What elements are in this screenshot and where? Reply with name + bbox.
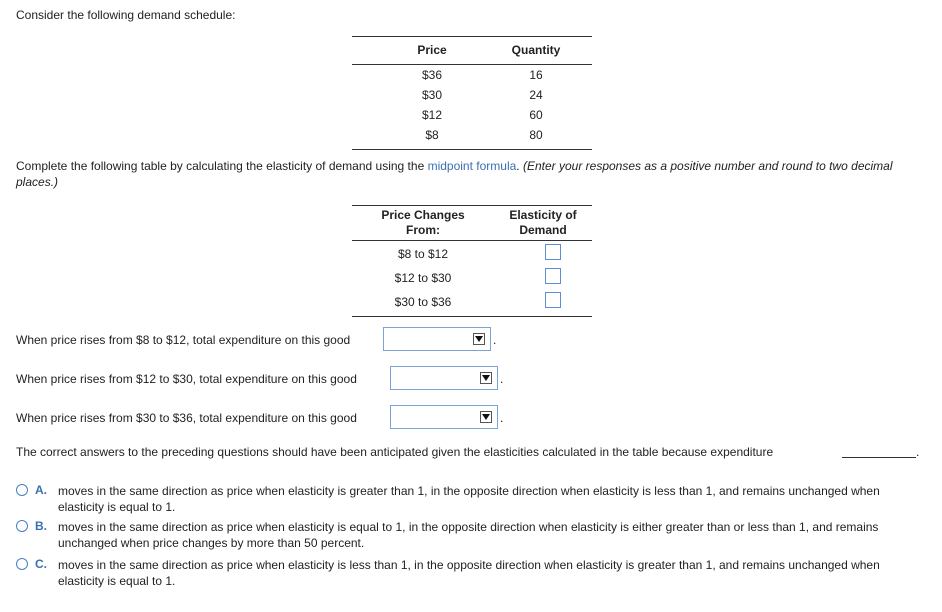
- question-3-text: When price rises from $30 to $36, total expenditure on this good: [16, 411, 357, 425]
- midpoint-formula-link[interactable]: midpoint formula: [427, 159, 517, 173]
- quantity-cell: 80: [529, 128, 543, 142]
- table-bottom-rule: [352, 145, 592, 150]
- period: .: [916, 445, 920, 459]
- instructions-text: [16, 158, 926, 190]
- quantity-cell: 60: [529, 108, 543, 122]
- table-row: [352, 85, 592, 105]
- table-bottom-rule: [352, 313, 592, 317]
- radio-icon[interactable]: [16, 558, 28, 570]
- table-row: [352, 265, 592, 289]
- elasticity-input[interactable]: [545, 244, 561, 260]
- price-cell: $30: [421, 88, 443, 102]
- instructions-part: Complete the following table by calculating the elasticity of demand using the: [16, 159, 428, 173]
- table-header: [352, 36, 592, 65]
- question-2-text: When price rises from $12 to $30, total expenditure on this good: [16, 372, 357, 386]
- price-change-label: $12 to $30: [394, 271, 452, 285]
- price-cell: $12: [421, 108, 443, 122]
- table-row: [352, 105, 592, 125]
- option-letter: B.: [35, 519, 47, 533]
- period: .: [493, 333, 497, 347]
- table-row: [352, 241, 592, 265]
- price-change-label: $30 to $36: [394, 295, 452, 309]
- price-change-header: Price Changes From:: [381, 208, 465, 237]
- elasticity-table: [352, 205, 592, 317]
- elasticity-input[interactable]: [545, 268, 561, 284]
- radio-icon[interactable]: [16, 484, 28, 496]
- instructions-note: (Enter your responses as a positive number and round to two decimal places.): [16, 159, 893, 189]
- quantity-cell: 24: [529, 88, 543, 102]
- price-change-label: $8 to $12: [397, 247, 449, 261]
- dropdown-arrow-icon[interactable]: [480, 411, 492, 423]
- dropdown-arrow-icon[interactable]: [473, 333, 485, 345]
- table-row: [352, 65, 592, 85]
- expenditure-dropdown-2[interactable]: [390, 366, 498, 390]
- price-cell: $8: [425, 128, 439, 142]
- radio-icon[interactable]: [16, 520, 28, 532]
- quantity-cell: 16: [529, 68, 543, 82]
- anticipation-text: The correct answers to the preceding questions should have been anticipated given the elasticities calculated in the table because expenditure: [16, 445, 774, 459]
- option-letter: C.: [35, 557, 47, 571]
- instructions-part: .: [516, 159, 523, 173]
- quantity-header: Quantity: [511, 43, 561, 57]
- option-text: moves in the same direction as price when elasticity is greater than 1, in the opposite direction when elasticity is less than 1, and remains unchanged when elasticity is equal to 1.: [58, 484, 880, 514]
- answer-blank: [842, 457, 916, 458]
- price-header: Price: [417, 43, 447, 57]
- period: .: [500, 411, 504, 425]
- intro-text: Consider the following demand schedule:: [16, 8, 236, 22]
- table-row: [352, 125, 592, 145]
- table-header: [352, 205, 592, 241]
- table-row: [352, 289, 592, 313]
- expenditure-dropdown-3[interactable]: [390, 405, 498, 429]
- option-letter: A.: [35, 483, 47, 497]
- dropdown-arrow-icon[interactable]: [480, 372, 492, 384]
- expenditure-dropdown-1[interactable]: [383, 327, 491, 351]
- question-1-text: When price rises from $8 to $12, total expenditure on this good: [16, 333, 351, 347]
- option-text: moves in the same direction as price when elasticity is equal to 1, in the opposite direction when elasticity is either greater than or less than 1, and remains unchanged when price changes by more than 50 percent.: [58, 520, 879, 550]
- price-cell: $36: [421, 68, 443, 82]
- demand-schedule-table: [352, 36, 592, 150]
- elasticity-header: Elasticity of Demand: [509, 208, 577, 237]
- option-text: moves in the same direction as price when elasticity is less than 1, in the opposite direction when elasticity is greater than 1, and remains unchanged when elasticity is equal to 1.: [58, 558, 880, 588]
- elasticity-input[interactable]: [545, 292, 561, 308]
- period: .: [500, 372, 504, 386]
